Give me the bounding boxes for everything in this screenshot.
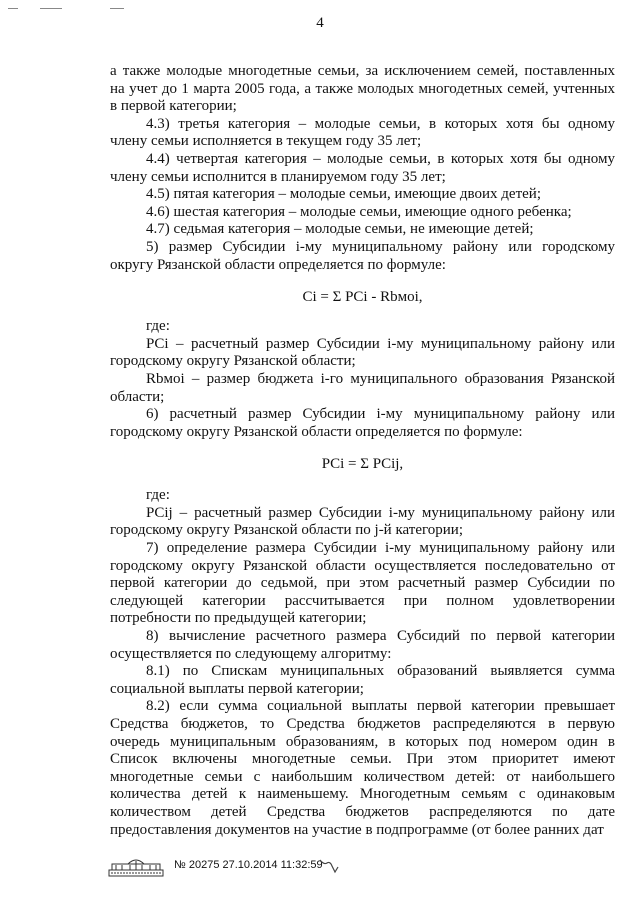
text-line: 4.6) шестая категория – молодые семьи, имеющие одного ребенка; — [146, 203, 572, 220]
text-line: 4.4) четвертая категория – молодые семьи, в которых хотя бы одному — [146, 150, 615, 167]
page-number: 4 — [316, 15, 324, 31]
text-line: области; — [110, 388, 165, 405]
text-line: 4.7) седьмая категория – молодые семьи, не имеющие детей; — [146, 221, 534, 238]
text-line: 8.2) если сумма социальной выплаты первой категории превышает — [146, 698, 615, 715]
document-footer — [108, 855, 528, 877]
text-line: Rbмoi – размер бюджета i-го муниципального образования Рязанской — [146, 370, 615, 387]
text-line: члену семьи исполняется в текущем году 35 лет; — [110, 133, 422, 150]
text-line: в первой категории; — [110, 98, 237, 115]
scan-edge-mark — [8, 8, 18, 9]
text-line: 6) расчетный размер Субсидии i-му муниципальному району или — [146, 406, 615, 423]
text-line: 4.5) пятая категория – молодые семьи, имеющие двоих детей; — [146, 186, 541, 203]
text-line: многодетные семьи с наибольшим количеством детей: от наибольшего — [110, 768, 615, 785]
document-registration-id: № 20275 27.10.2014 11:32:59 — [174, 859, 323, 871]
building-stamp-icon — [108, 855, 164, 877]
scan-edge-mark — [110, 8, 124, 9]
text-line: PCij – расчетный размер Субсидии i-му муниципальному району или — [146, 504, 615, 521]
text-line: 5) размер Субсидии i-му муниципальному району или городскому — [146, 238, 615, 255]
text-line: городскому округу Рязанской области осуществляется последовательно от — [110, 557, 615, 574]
text-line: PCi – расчетный размер Субсидии i-му муниципальному району или — [146, 335, 615, 352]
text-line: первой категории до седьмой, при этом расчетный размер Субсидии по — [110, 575, 615, 592]
text-line: а также молодые многодетные семьи, за исключением семей, поставленных — [110, 63, 615, 79]
text-line: 8) вычисление расчетного размера Субсидий по первой категории — [146, 628, 615, 645]
text-line: Средства бюджетов, то Средства бюджетов распределяются в первую — [110, 716, 615, 732]
handwritten-mark-icon — [318, 857, 340, 875]
text-line: члену семьи исполнится в планируемом году 35 лет; — [110, 168, 446, 185]
text-line: 8.1) по Спискам муниципальных образований выявляется сумма — [146, 663, 615, 680]
text-line: на учет до 1 марта 2005 года, а также молодых многодетных семей, учтенных — [110, 80, 615, 97]
text-line: количества детей к наименьшему. Многодетным семьям с одинаковым — [110, 786, 615, 803]
text-line: 7) определение размера Субсидии i-му муниципальному району или — [146, 540, 615, 557]
text-line: городскому округу Рязанской области по j-й категории; — [110, 522, 464, 539]
text-line: предоставления документов на участие в подпрограмме (от более ранних дат — [110, 821, 604, 838]
text-line: городскому округу Рязанской области; — [110, 353, 356, 370]
formula-line: PCi = Σ PCij, — [321, 456, 404, 473]
text-line: следующей категории рассчитывается при полном удовлетворении — [110, 592, 615, 609]
formula-line: Ci = Σ PCi - Rbмoi, — [302, 289, 423, 306]
text-line: где: — [146, 318, 170, 335]
document-body — [110, 63, 615, 839]
text-line: осуществляется по следующему алгоритму: — [110, 645, 392, 662]
text-line: очередь муниципальным образованиям, в которых под номером один в — [110, 733, 615, 750]
text-line: потребности по предыдущей категории; — [110, 610, 367, 627]
text-line: округу Рязанской области определяется по формуле: — [110, 256, 446, 273]
text-line: городскому округу Рязанской области определяется по формуле: — [110, 423, 523, 440]
text-line: где: — [146, 487, 170, 504]
text-line: социальной выплаты первой категории; — [110, 680, 364, 697]
text-line: Список включены многодетные семьи. При этом приоритет имеют — [110, 751, 615, 768]
scan-edge-mark — [40, 8, 62, 9]
text-line: количеством детей Средства бюджетов распределяются по дате — [110, 803, 615, 820]
text-line: 4.3) третья категория – молодые семьи, в которых хотя бы одному — [146, 115, 615, 132]
